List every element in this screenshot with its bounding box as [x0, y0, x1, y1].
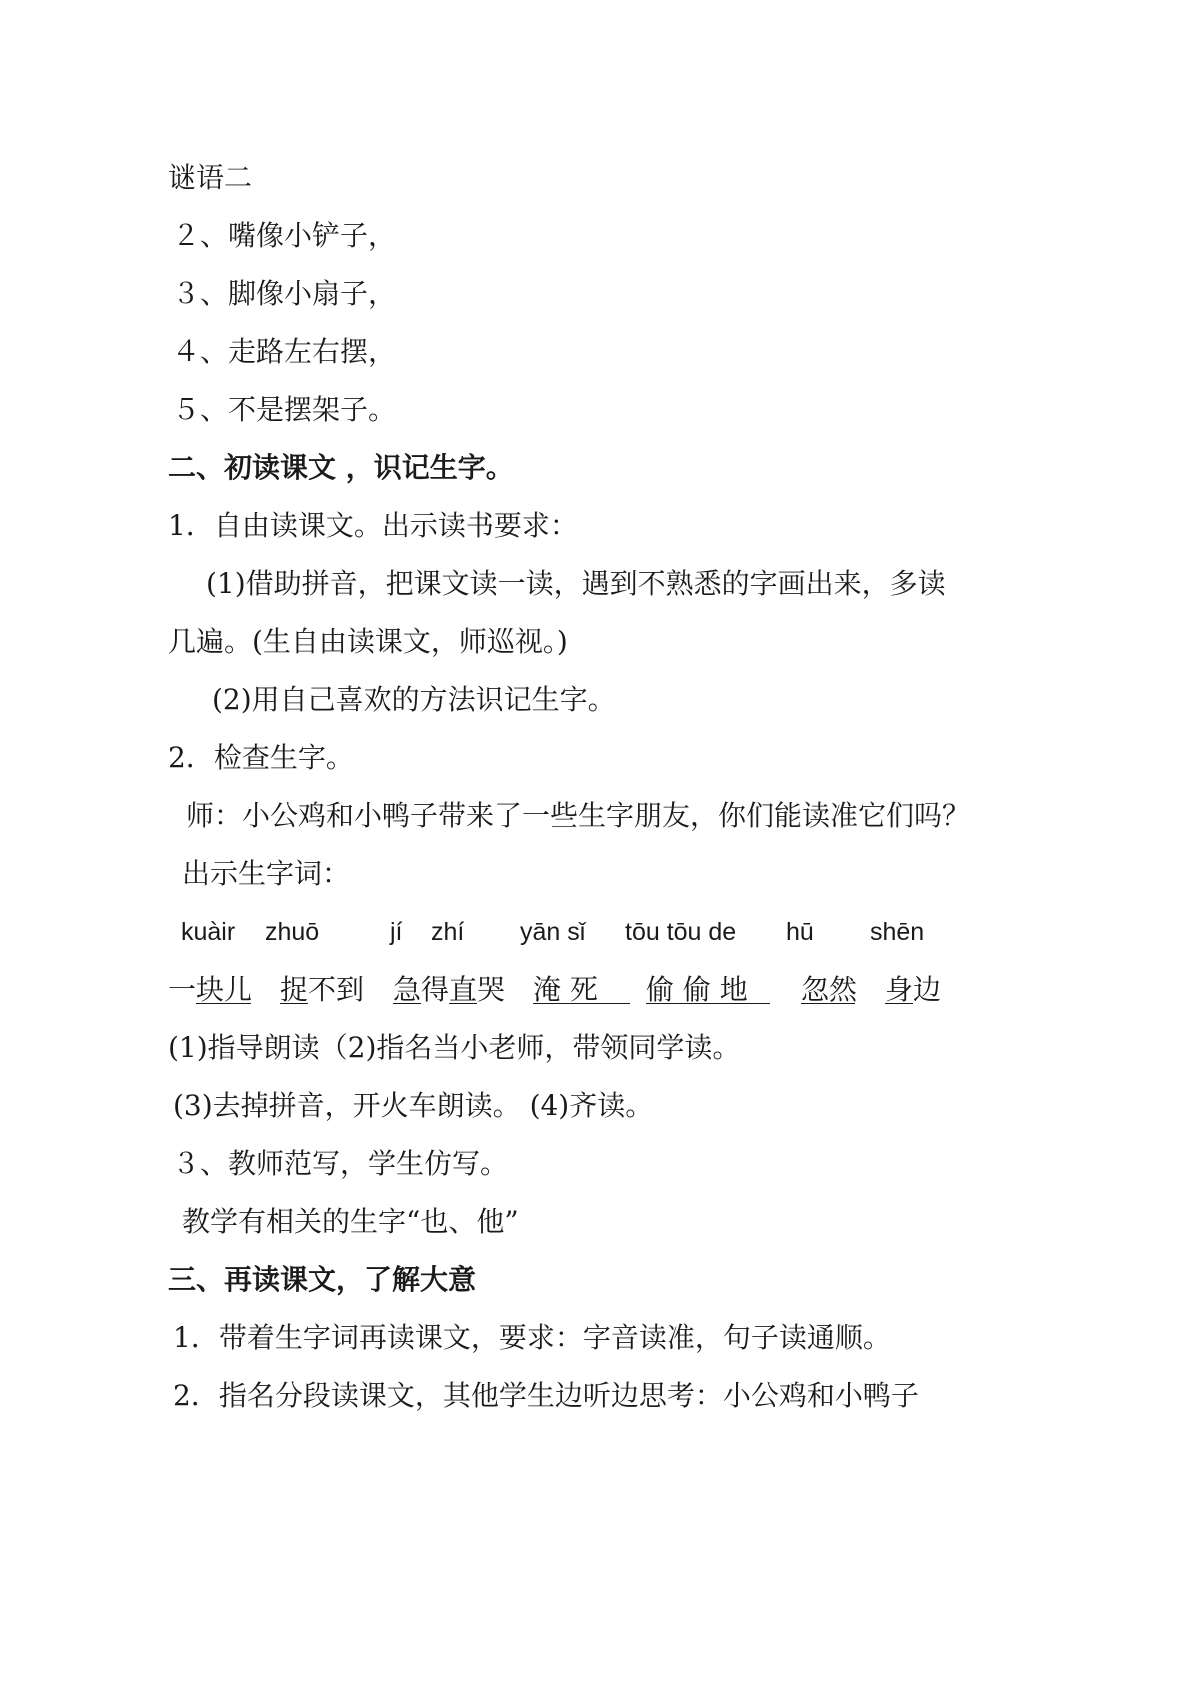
- pinyin-yansi: yān sǐ: [520, 918, 586, 946]
- riddle-title: 谜语二: [168, 161, 253, 194]
- underline-huran: [801, 1003, 855, 1004]
- underline-zhuo: [280, 1003, 308, 1004]
- pinyin-toutoude: tōu tōu de: [625, 918, 737, 946]
- step-1: 1．自由读课文。出示读书要求：: [168, 509, 578, 542]
- section-3-step-2: 2．指名分段读课文，其他学生边听边思考：小公鸡和小鸭子: [173, 1379, 919, 1412]
- riddle-line-3: ３、脚像小扇子，: [172, 277, 397, 310]
- riddle-line-2: ２、嘴像小铲子，: [172, 219, 397, 252]
- method-line-1: (1)指导朗读（2)指名当小老师，带领同学读。: [168, 1031, 741, 1064]
- underline-zhi: [449, 1003, 477, 1004]
- step-2: 2．检查生字。: [168, 741, 354, 774]
- pinyin-shen: shēn: [870, 918, 925, 946]
- pinyin-zhuo: zhuō: [265, 918, 320, 946]
- section-3-step-1: 1．带着生字词再读课文，要求：字音读准，句子读通顺。: [173, 1321, 891, 1354]
- underline-kuaier: [196, 1003, 251, 1004]
- word-jidezhiku: 急得直哭: [393, 973, 506, 1006]
- requirement-1b: 几遍。(生自由读课文，师巡视。): [168, 625, 568, 658]
- underline-shen: [885, 1003, 913, 1004]
- word-huran: 忽然: [801, 973, 858, 1006]
- requirement-1a: (1)借助拼音，把课文读一读，遇到不熟悉的字画出来，多读: [206, 567, 946, 600]
- teacher-line: 师：小公鸡和小鸭子带来了一些生字朋友，你们能读准它们吗？: [186, 799, 971, 832]
- riddle-line-4: ４、走路左右摆，: [172, 335, 397, 368]
- riddle-line-5: ５、不是摆架子。: [172, 393, 397, 426]
- underline-ji: [393, 1003, 421, 1004]
- pinyin-ji: jí: [390, 918, 403, 946]
- word-zhuobudao: 捉不到: [280, 973, 365, 1006]
- show-words-label: 出示生字词：: [182, 857, 351, 890]
- section-3-heading: 三、再读课文，了解大意: [168, 1263, 477, 1296]
- word-toutoudi: 偷 偷 地: [646, 973, 748, 1006]
- underline-toutoudi: [646, 1003, 770, 1004]
- related-characters: 教学有相关的生字“也、他”: [182, 1205, 519, 1238]
- pinyin-zhi: zhí: [431, 918, 465, 946]
- word-yikuaier: 一块儿: [168, 973, 253, 1006]
- section-2-heading: 二、初读课文 ，识记生字。: [168, 451, 514, 484]
- word-shenbian: 身边: [885, 973, 942, 1006]
- underline-yansi: [533, 1003, 630, 1004]
- word-yansi: 淹 死: [533, 973, 598, 1006]
- pinyin-hu: hū: [786, 918, 814, 946]
- step-3: ３、教师范写，学生仿写。: [172, 1147, 509, 1180]
- requirement-2: (2)用自己喜欢的方法识记生字。: [212, 683, 616, 716]
- pinyin-kuair: kuàir: [181, 918, 236, 946]
- method-line-2: (3)去掉拼音，开火车朗读。 (4)齐读。: [173, 1089, 654, 1122]
